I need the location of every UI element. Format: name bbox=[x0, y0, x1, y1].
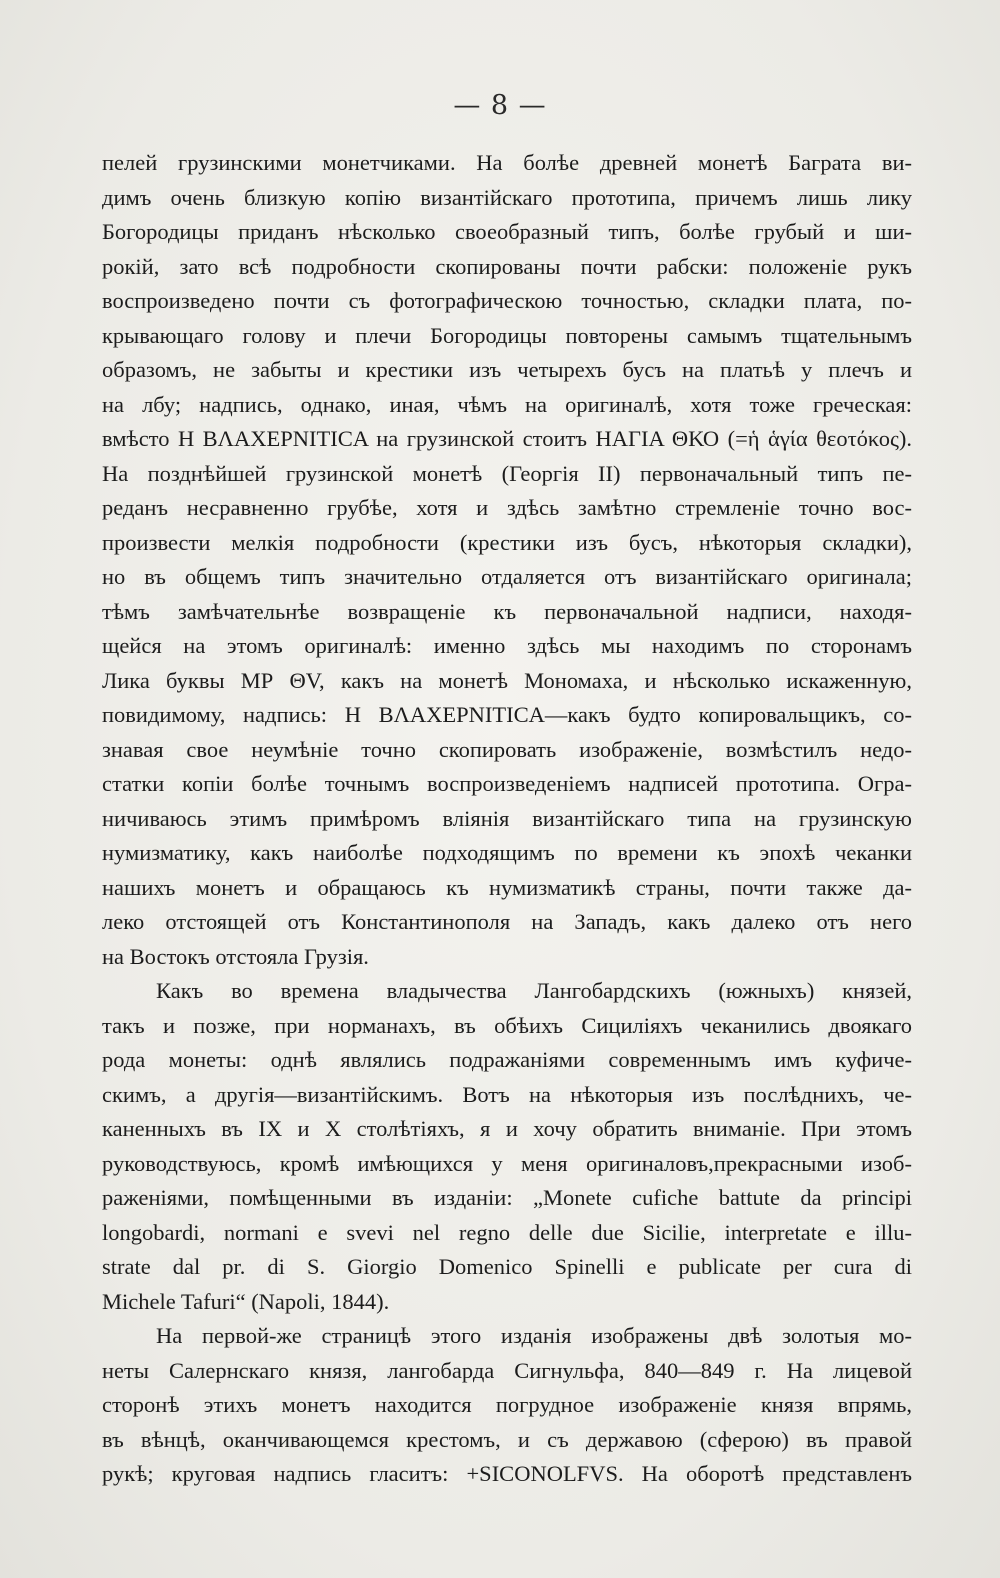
text-line: въ вѣнцѣ, оканчивающемся крестомъ, и съ державою (сферою) въ правой bbox=[102, 1426, 912, 1452]
text-line: рокій, зато всѣ подробности скопированы почти рабски: положеніе рукъ bbox=[102, 253, 912, 279]
page-number: — 8 — bbox=[453, 90, 547, 121]
text-line: руководствуюсь, кромѣ имѣющихся у меня оригиналовъ,прекрасными изоб- bbox=[102, 1150, 912, 1176]
text-line: Michele Tafuri“ (Napoli, 1844). bbox=[102, 1288, 390, 1314]
text-line: знавая свое неумѣніе точно скопировать изображеніе, возмѣстилъ недо- bbox=[102, 736, 912, 762]
text-line: Лика буквы ΜΡ ΘV, какъ на монетѣ Мономаха, и нѣсколько искаженную, bbox=[102, 667, 912, 693]
text-line: такъ и позже, при норманахъ, въ обѣихъ Сициліяхъ чеканились двоякаго bbox=[102, 1012, 912, 1038]
text-line: нашихъ монетъ и обращаюсь къ нумизматикѣ страны, почти также да- bbox=[102, 874, 912, 900]
text-line: но въ общемъ типъ значительно отдаляется отъ византійскаго оригинала; bbox=[102, 564, 912, 589]
text-line: димъ очень близкую копію византійскаго прототипа, причемъ лишь лику bbox=[102, 184, 912, 210]
text-line: на лбу; надпись, однако, иная, чѣмъ на оригиналѣ, хотя тоже греческая: bbox=[102, 391, 912, 417]
text-line: рукѣ; круговая надпись гласитъ: +SICONOLFVS. На оборотѣ представленъ bbox=[102, 1461, 912, 1486]
body-text bbox=[102, 146, 912, 1492]
text-line: пелей грузинскими монетчиками. На болѣе древней монетѣ Баграта ви- bbox=[102, 150, 912, 175]
text-line: нумизматику, какъ наиболѣе подходящимъ по времени къ эпохѣ чеканки bbox=[102, 840, 912, 865]
text-line: вмѣсто Н ВΛΑΧΕΡΝΙΤΙϹΑ на грузинской стоитъ ΗΑΓΙΑ ΘΚΟ (=ἡ ἁγία θεοτόκος). bbox=[102, 426, 912, 451]
text-line: повидимому, надпись: Н ВΛΑΧΕΡΝΙΤΙϹΑ—какъ будто копировальщикъ, со- bbox=[102, 702, 912, 727]
text-line: сторонѣ этихъ монетъ находится погрудное изображеніе князя впрямь, bbox=[102, 1392, 912, 1417]
text-line: longobardi, normani e svevi nel regno delle due Sicilie, interpretate e illu- bbox=[102, 1219, 912, 1245]
text-line: щейся на этомъ оригиналѣ: именно здѣсь мы находимъ по сторонамъ bbox=[102, 633, 912, 658]
text-line: Богородицы приданъ нѣсколько своеобразный типъ, болѣе грубый и ши- bbox=[102, 219, 912, 244]
text-line: образомъ, не забыты и крестики изъ четырехъ бусъ на платьѣ у плечъ и bbox=[102, 357, 912, 382]
text-line: леко отстоящей отъ Константинополя на Западъ, какъ далеко отъ него bbox=[102, 909, 912, 934]
text-line: раженіями, помѣщенными въ изданіи: „Monete cufiche battute da principi bbox=[102, 1185, 912, 1210]
text-line: неты Салернскаго князя, лангобарда Сигнульфа, 840—849 г. На лицевой bbox=[102, 1357, 912, 1383]
text-line: тѣмъ замѣчательнѣе возвращеніе къ первоначальной надписи, находя- bbox=[102, 598, 912, 624]
text-line: На первой-же страницѣ этого изданія изображены двѣ золотыя мо- bbox=[156, 1323, 912, 1348]
text-line: воспроизведено почти съ фотографическою точностью, складки плата, по- bbox=[102, 288, 912, 313]
text-line: На позднѣйшей грузинской монетѣ (Георгія II) первоначальный типъ пе- bbox=[102, 460, 912, 486]
text-line: ничиваюсь этимъ примѣромъ вліянія византійскаго типа на грузинскую bbox=[102, 805, 912, 831]
text-line: произвести мелкія подробности (крестики изъ бусъ, нѣкоторыя складки), bbox=[102, 529, 912, 555]
text-line: рода монеты: однѣ являлись подражаніями современнымъ имъ куфиче- bbox=[102, 1047, 912, 1072]
text-line: реданъ несравненно грубѣе, хотя и здѣсь замѣтно стремленіе точно вос- bbox=[102, 495, 912, 520]
text-line: strate dal pr. di S. Giorgio Domenico Spinelli e publicate per cura di bbox=[102, 1254, 912, 1279]
text-line: статки копіи болѣе точнымъ воспроизведеніемъ надписей прототипа. Огра- bbox=[102, 771, 912, 796]
text-line: скимъ, а другія—византійскимъ. Вотъ на нѣкоторыя изъ послѣднихъ, че- bbox=[102, 1081, 912, 1107]
text-line: на Востокъ отстояла Грузія. bbox=[102, 943, 369, 969]
text-line: крывающаго голову и плечи Богородицы повторены самымъ тщательнымъ bbox=[102, 322, 912, 348]
text-line: Какъ во времена владычества Лангобардскихъ (южныхъ) князей, bbox=[156, 978, 912, 1003]
text-line: каненныхъ въ IX и X столѣтіяхъ, я и хочу обратить вниманіе. При этомъ bbox=[102, 1116, 912, 1141]
